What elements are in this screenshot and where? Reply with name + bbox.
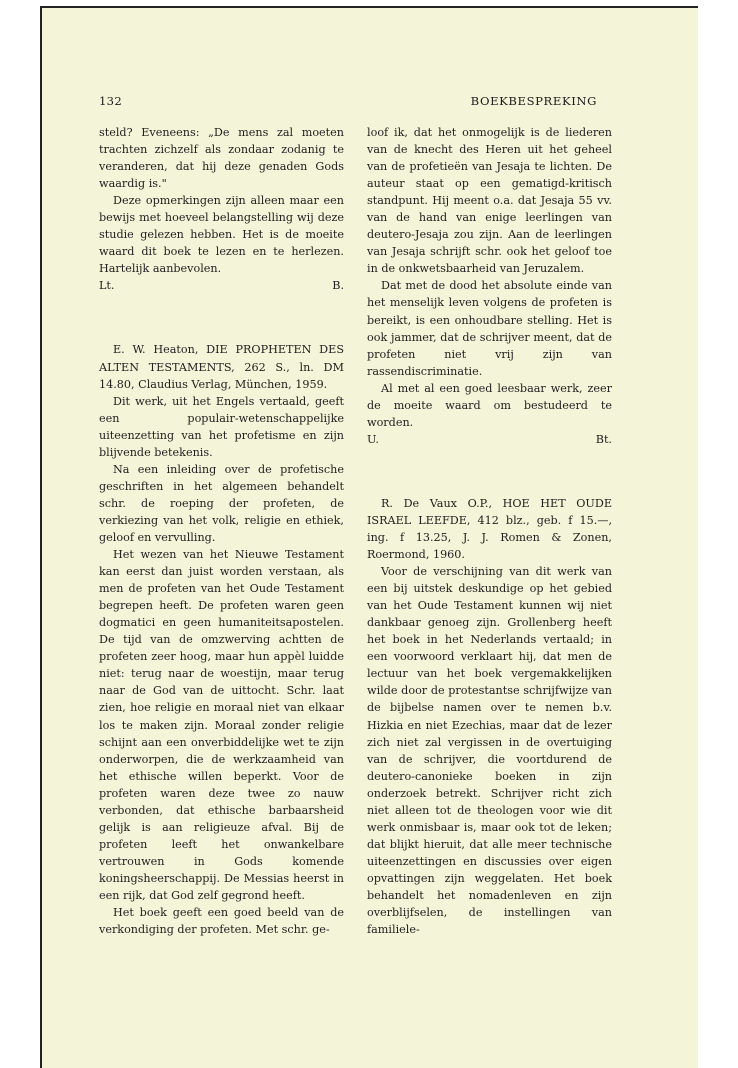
right-column <box>367 124 612 938</box>
paragraph: Het boek geeft een goed beeld van de verkondiging der profeten. Met schr. ge- <box>99 906 344 937</box>
reviewer-signature <box>367 431 612 448</box>
paragraph: Dat met de dood het absolute einde van het menselijk leven volgens de profeten is bereikt, is een onhoudbare stelling. Het is ook jammer, dat de schrijver meent, dat de profeten niet vrij zijn van rassendiscriminatie. <box>367 279 612 378</box>
reviewer-signature <box>99 277 344 294</box>
paragraph: Voor de verschijning van dit werk van een bij uitstek deskundige op het gebied van het Oude Testament kunnen wij niet dankbaar genoeg zijn. Grollenberg heeft het boek in het Nederlands vertaald; in een voorwoord verklaart hij, dat men de lectuur van het boek vergemakkelijken wilde door de protestantse schrijfwijze van de bijbelse namen over te nemen b.v. Hizkia en niet Ezechias, maar dat de lezer zich niet zal vergissen in de overtuiging van de schrijver, die voortdurend de deutero-canonieke boeken in zijn onderzoek betrekt. Schrijver richt zich niet alleen tot de theologen voor wie dit werk onmisbaar is, maar ook tot de leken; dat blijkt hieruit, dat alle meer technische uiteenzettingen en discussies over eigen opvattingen zijn weggelaten. Het boek behandelt het nomadenleven en zijn overblijfselen, de instellingen van familiele- <box>367 565 612 937</box>
signature-place: Lt. <box>99 279 115 293</box>
paragraph: Het wezen van het Nieuwe Testament kan eerst dan juist worden verstaan, als men de profeten van het Oude Testament begrepen heeft. De profeten waren geen dogmatici en geen humaniteitsapostelen. De tijd van de omzwerving achtten de profeten zeer hoog, maar hun appèl luidde niet: terug naar de woestijn, maar terug naar de God van de uittocht. Schr. laat zien, hoe religie en moraal niet van elkaar los te maken zijn. Moraal zonder religie schijnt aan een onverbiddelijke wet te zijn onderworpen, die de werkzaamheid van het ethische willen beperkt. Voor de profeten waren deze twee zo nauw verbonden, dat ethische barbaarsheid gelijk is aan religieuze afval. Bij de profeten leeft het onwankelbare vertrouwen in Gods komende koningsheerschappij. De Messias heerst in een rijk, dat God zelf gegrond heeft. <box>99 548 344 902</box>
paragraph: Na een inleiding over de profetische geschriften in het algemeen behandelt schr. de roeping der profeten, de verkiezing van het volk, religie en ethiek, geloof en vervulling. <box>99 462 344 544</box>
book-citation: R. De Vaux O.P., HOE HET OUDE ISRAEL LEEFDE, 412 blz., geb. f 15.—, ing. f 13.25, J. J. Romen & Zonen, Roermond, 1960. <box>367 496 612 562</box>
paragraph: Dit werk, uit het Engels vertaald, geeft een populair-wetenschappelijke uiteenzetting van het profetisme en zijn blijvende betekenis. <box>99 394 344 459</box>
book-citation: E. W. Heaton, DIE PROPHETEN DES ALTEN TESTAMENTS, 262 S., ln. DM 14.80, Claudius Verlag, München, 1959. <box>99 343 344 391</box>
signature-initial: B. <box>332 279 344 293</box>
paragraph: Al met al een goed leesbaar werk, zeer de moeite waard om bestudeerd te worden. <box>367 381 612 429</box>
page-number: 132 <box>99 94 123 108</box>
paragraph-continued: steld? Eveneens: „De mens zal moeten trachten zichzelf als zondaar zodanig te veranderen, dat hij deze genaden Gods waardig is." <box>99 126 344 191</box>
signature-initial: Bt. <box>595 432 612 446</box>
section-title: BOEKBESPREKING <box>470 94 597 108</box>
left-column <box>99 124 344 938</box>
signature-place: U. <box>367 432 379 446</box>
paragraph-continued: loof ik, dat het onmogelijk is de liederen van de knecht des Heren uit het geheel van de profetieën van Jesaja te lichten. De auteur staat op een gematigd-kritisch standpunt. Hij meent o.a. dat Jesaja 55 vv. van de hand van enige leerlingen van deutero-Jesaja zou zijn. Aan de leerlingen van Jesaja schrijft schr. ook het geloof toe in de onkwetsbaarheid van Jeruzalem. <box>367 126 612 276</box>
paragraph: Deze opmerkingen zijn alleen maar een bewijs met hoeveel belangstelling wij deze studie gelezen hebben. Het is de moeite waard dit boek te lezen en te herlezen. Hartelijk aanbevolen. <box>99 194 344 276</box>
